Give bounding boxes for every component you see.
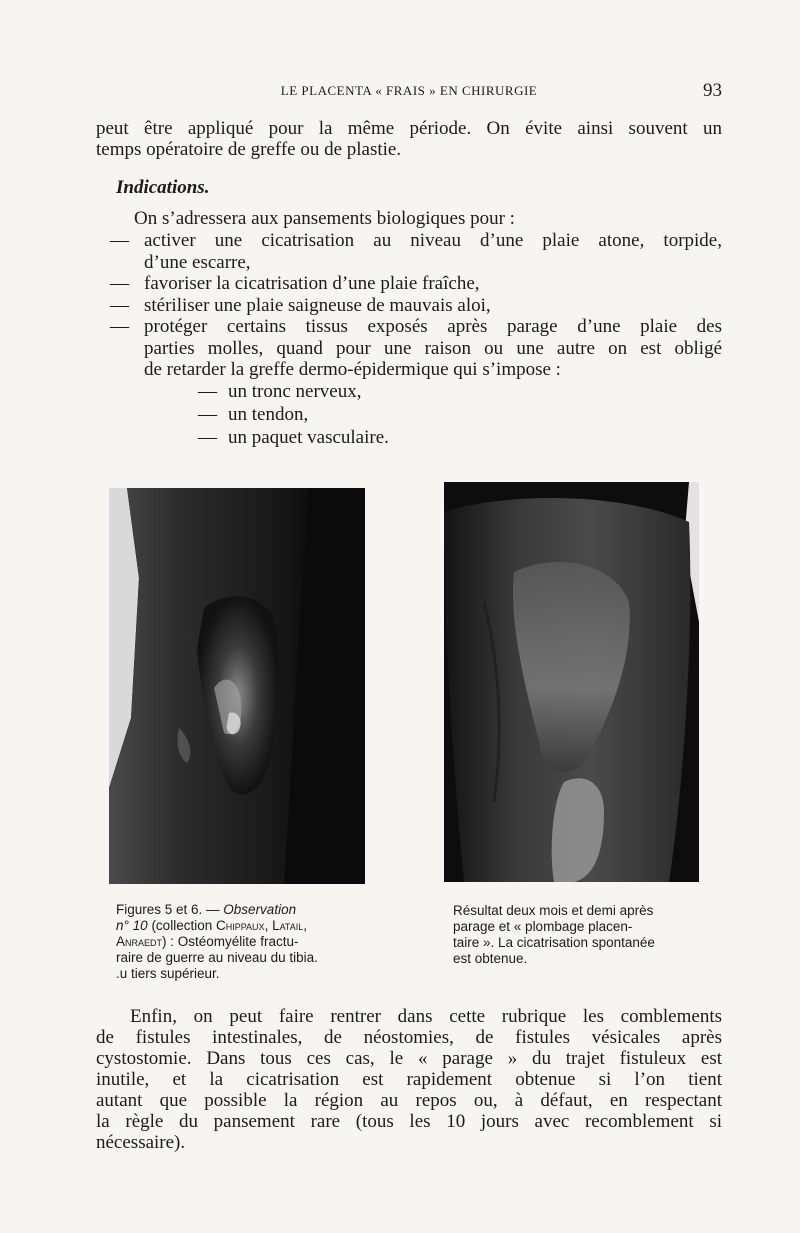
author-name: Anraedt: [116, 934, 163, 949]
caption-text: Observation: [223, 902, 297, 917]
opening-paragraph: [96, 118, 722, 160]
figure-6-photo: [444, 482, 699, 882]
author-name: Latail: [272, 918, 304, 933]
dash-marker: —: [198, 381, 217, 402]
dash-marker: —: [198, 427, 217, 448]
paragraph-line: inutile, et la cicatrisation est rapidement obtenue si l’on tient: [96, 1069, 722, 1090]
dash-marker: —: [110, 316, 129, 337]
list-item-line: protéger certains tissus exposés après parage d’une plaie des: [144, 316, 722, 337]
list-item-line: parties molles, quand pour une raison ou une autre on est obligé: [144, 337, 722, 359]
caption-text: .u tiers supérieur.: [116, 966, 220, 981]
list-intro: On s’adressera aux pansements biologiques pour :: [134, 208, 515, 229]
paragraph-line: de fistules intestinales, de néostomies, de fistules vésicales après: [96, 1027, 722, 1048]
figure-5-6-caption: [116, 902, 362, 982]
caption-text: ) : Ostéomyélite fractu-: [162, 934, 299, 949]
paragraph-line: peut être appliqué pour la même période. On évite ainsi souvent un: [96, 118, 722, 139]
paragraph-line: cystostomie. Dans tous ces cas, le « parage » du trajet fistuleux est: [96, 1048, 722, 1069]
result-caption: [453, 903, 701, 967]
caption-text: n° 10: [116, 918, 148, 933]
list-item: [110, 230, 722, 273]
author-name: Chippaux: [215, 918, 265, 933]
paragraph-line: temps opératoire de greffe ou de plastie.: [96, 139, 402, 160]
sublist-item-text: un tronc nerveux,: [228, 381, 362, 402]
dash-marker: —: [110, 230, 129, 251]
dash-marker: —: [198, 404, 217, 425]
caption-text: raire de guerre au niveau du tibia.: [116, 950, 318, 965]
paragraph-line: Enfin, on peut faire rentrer dans cette rubrique les comblements: [130, 1006, 722, 1027]
tissues-sublist: [198, 380, 389, 449]
page-number: 93: [703, 80, 722, 101]
caption-text: parage et « plombage placen-: [453, 919, 633, 934]
wound-photograph: [109, 488, 365, 884]
dash-marker: —: [110, 294, 129, 316]
closing-paragraph: [96, 1006, 722, 1153]
sublist-item-text: un paquet vasculaire.: [228, 427, 389, 448]
section-heading: Indications.: [116, 177, 210, 198]
list-item-line: d’une escarre,: [144, 251, 251, 273]
caption-text: Figures 5 et 6. —: [116, 902, 224, 917]
list-item-line: favoriser la cicatrisation d’une plaie fraîche,: [144, 273, 480, 294]
list-item: [110, 316, 722, 381]
sublist-item: [198, 403, 389, 426]
paragraph-line: autant que possible la région au repos ou, à défaut, en respectant: [96, 1090, 722, 1111]
list-item: [110, 273, 722, 295]
running-head: [96, 80, 722, 104]
list-item-line: de retarder la greffe dermo-épidermique qui s’impose :: [144, 359, 561, 380]
sublist-item: [198, 380, 389, 403]
caption-text: (collection: [147, 918, 216, 933]
dash-marker: —: [110, 273, 129, 294]
indications-list: [110, 230, 722, 381]
list-item-line: stériliser une plaie saigneuse de mauvais aloi,: [144, 294, 491, 316]
paragraph-line: la règle du pansement rare (tous les 10 jours avec recomblement si: [96, 1111, 722, 1132]
sublist-item: [198, 426, 389, 449]
list-item-line: activer une cicatrisation au niveau d’une plaie atone, torpide,: [144, 230, 722, 251]
paragraph-line: nécessaire).: [96, 1132, 186, 1153]
caption-text: taire ». La cicatrisation spontanée: [453, 935, 655, 950]
figure-5-photo: [109, 488, 365, 884]
sublist-item-text: un tendon,: [228, 404, 309, 425]
running-title: LE PLACENTA « FRAIS » EN CHIRURGIE: [280, 83, 538, 98]
list-item: [110, 295, 722, 317]
caption-text: Résultat deux mois et demi après: [453, 903, 654, 918]
caption-text: ,: [264, 918, 273, 933]
caption-text: ,: [303, 918, 308, 933]
healed-result-photograph: [444, 482, 699, 882]
caption-text: est obtenue.: [453, 951, 528, 966]
